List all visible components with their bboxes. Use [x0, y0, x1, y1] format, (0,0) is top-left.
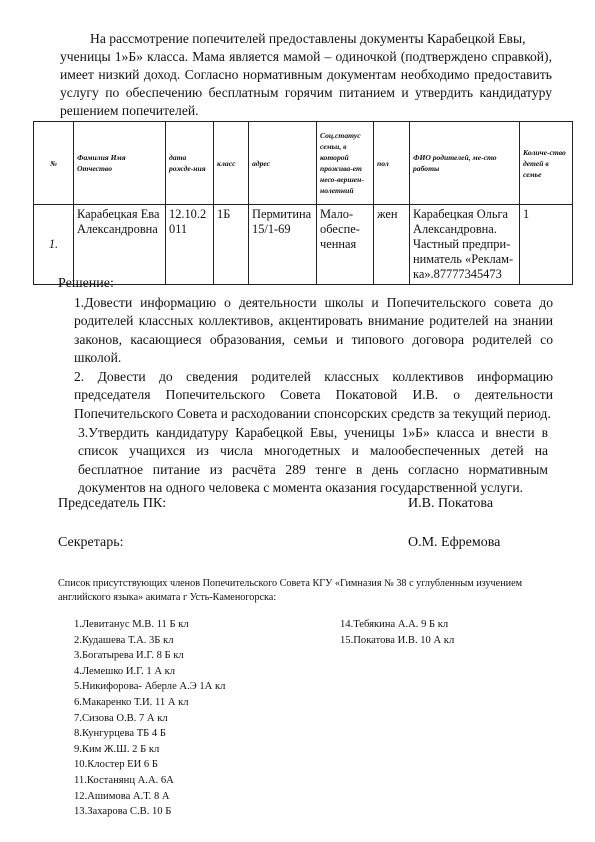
cell-dob: 12.10.2011: [166, 205, 214, 285]
cell-name: Карабецкая Ева Александровна: [74, 205, 166, 285]
cell-address: Пермитина 15/1-69: [249, 205, 317, 285]
col-header-class: класс: [214, 122, 249, 205]
col-header-sex: пол: [374, 122, 410, 205]
decision-item-2: 2. Довести до сведения родителей классных коллективов информацию председателя Попечительского Совета Покатовой И.В. о деятельности Попечительского Совета и расходовании спонсорских средств за текущий период.: [74, 369, 553, 421]
col-header-status: Соц.статус семьи, в которой прожива-ет несо-вершен-нолетний: [317, 122, 374, 205]
list-item: 2.Кудашева Т.А. 3Б кл: [74, 634, 174, 646]
decision-item-1: 1.Довести информацию о деятельности школы и Попечительского совета до родителей классных коллективов, акцентировать внимание родителей на знании законов, касающиеся образования, семьи и типового договора родителей со школой.: [74, 295, 553, 366]
cell-num: 1.: [34, 205, 74, 285]
list-item: 14.Тебякина А.А. 9 Б кл: [340, 619, 449, 630]
col-header-children: Количе-ство детей в семье: [520, 122, 573, 205]
intro-paragraph: [60, 30, 552, 120]
decision-title: Решение:: [58, 276, 114, 291]
list-item: 11.Костанянц А.А. 6А: [74, 774, 174, 786]
chair-name: И.В. Покатова: [408, 496, 494, 511]
list-item: 15.Покатова И.В. 10 А кл: [340, 634, 455, 646]
list-item: 10.Клостер ЕИ 6 Б: [74, 759, 158, 771]
col-header-address: адрес: [249, 122, 317, 205]
list-item: 9.Ким Ж.Ш. 2 Б кл: [74, 743, 160, 755]
list-item: 7.Сизова О.В. 7 А кл: [74, 712, 168, 724]
col-header-parents: ФИО родителей, ме-сто работы: [410, 122, 520, 205]
attendees-list-2: [340, 617, 454, 648]
list-item: 12.Ашимова А.Т. 8 А: [74, 790, 170, 802]
cell-sex: жен: [374, 205, 410, 285]
cell-class: 1Б: [214, 205, 249, 285]
intro-first-line: На рассмотрение попечителей предоставлены документы Карабецкой Евы,: [90, 31, 526, 46]
secretary-name: О.М. Ефремова: [408, 535, 501, 550]
col-header-name: Фамилия Имя Отчество: [74, 122, 166, 205]
col-header-num: №: [34, 122, 74, 205]
table-header-row: [34, 122, 573, 205]
attendees-list-1: [74, 617, 225, 820]
list-item: 6.Макаренко Т.И. 11 А кл: [74, 696, 189, 708]
list-item: 5.Никифорова- Аберле А.Э 1А кл: [74, 681, 226, 693]
table-row: [34, 205, 573, 285]
cell-parents: Карабецкая Ольга Александровна. Частный предпри-ниматель «Реклам-ка».87777345473: [410, 205, 520, 285]
cell-children: 1: [520, 205, 573, 285]
list-item: 1.Левитанус М.В. 11 Б кл: [74, 619, 189, 630]
decision-item-3: 3.Утвердить кандидатуру Карабецкой Евы, ученицы 1»Б» класса и внести в список учащихся из числа многодетных и малообеспеченных детей на бесплатное питание из расчёта 289 тенге в день согласно нормативным документов на одного человека с момента оказания государственной услуги.: [78, 425, 548, 496]
cell-status: Мало-обеспе-ченная: [317, 205, 374, 285]
list-item: 3.Богатырева И.Г. 8 Б кл: [74, 650, 184, 662]
attendees-intro: Список присутствующих членов Попечительского Совета КГУ «Гимназия № 38 с углубленным изучением английского языка» акимата г Усть-Каменогорска:: [58, 578, 523, 603]
list-item: 13.Захарова С.В. 10 Б: [74, 806, 172, 818]
secretary-label: Секретарь:: [58, 535, 124, 550]
student-table: [33, 121, 573, 285]
list-item: 4.Лемешко И.Г. 1 А кл: [74, 665, 176, 677]
list-item: 8.Кунгурцева ТБ 4 Б: [74, 728, 166, 740]
intro-body: ученицы 1»Б» класса. Мама является мамой – одиночкой (подтверждено справкой), имеет низкий доход. Согласно нормативным документам необходимо предоставить услугу по обеспечению бесплатным горячим питанием и утвердить кандидатуру решением попечителей.: [60, 49, 552, 118]
col-header-dob: дата рожде-ния: [166, 122, 214, 205]
chair-label: Председатель ПК:: [58, 496, 167, 511]
